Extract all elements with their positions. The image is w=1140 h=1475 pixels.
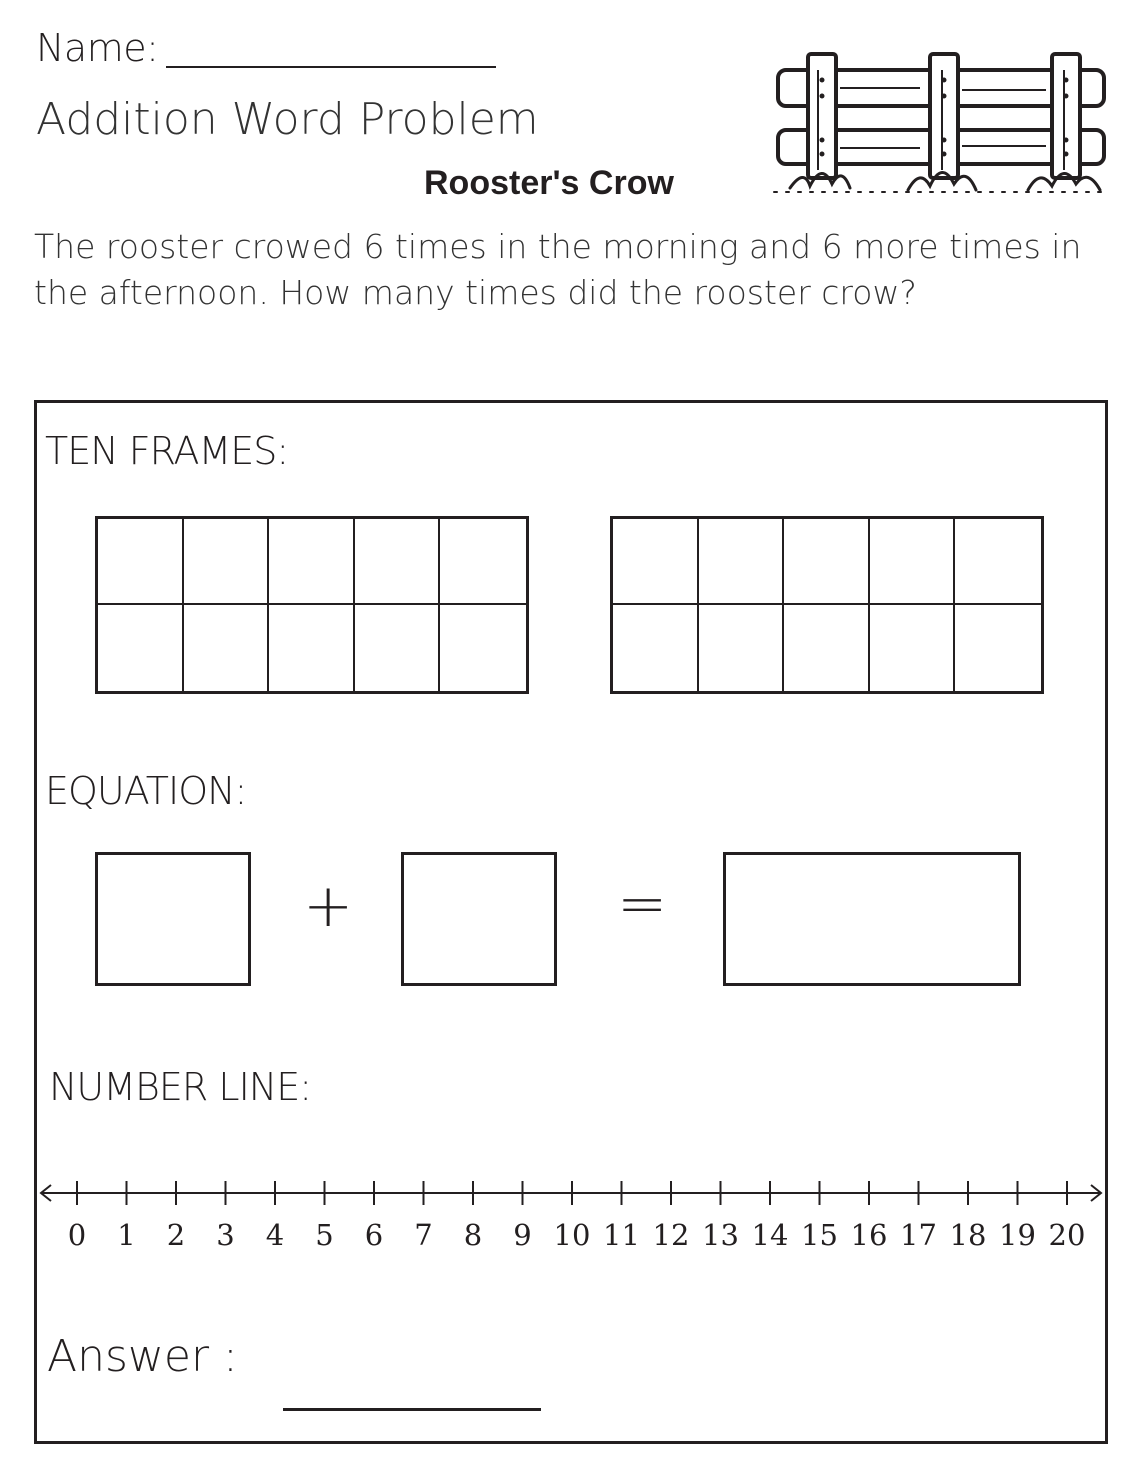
ten-frame-cell[interactable] xyxy=(98,605,184,691)
plus-sign: + xyxy=(303,871,354,941)
number-line-tick-label: 17 xyxy=(900,1218,937,1252)
sum-box[interactable] xyxy=(723,852,1021,986)
ten-frame-cell[interactable] xyxy=(699,605,785,691)
ten-frame-cell[interactable] xyxy=(784,519,870,605)
ten-frame-cell[interactable] xyxy=(355,519,441,605)
number-line-tick-label: 0 xyxy=(67,1218,87,1252)
number-line-tick-label: 18 xyxy=(949,1218,987,1252)
ten-frame-cell[interactable] xyxy=(98,519,184,605)
number-line-tick-label: 15 xyxy=(801,1218,838,1252)
ten-frame-cell[interactable] xyxy=(184,519,270,605)
number-line-tick-label: 14 xyxy=(751,1218,789,1252)
number-line-tick-label: 8 xyxy=(463,1218,483,1252)
problem-title: Rooster's Crow xyxy=(424,164,674,202)
addend-2-box[interactable] xyxy=(401,852,557,986)
ten-frames-label: TEN FRAMES: xyxy=(45,429,289,473)
number-line-tick-label: 12 xyxy=(652,1218,690,1252)
ten-frame-cell[interactable] xyxy=(184,605,270,691)
answer-label: Answer : xyxy=(47,1331,238,1382)
name-label: Name: xyxy=(36,26,159,70)
number-line-tick-label: 5 xyxy=(315,1218,334,1252)
ten-frame-cell[interactable] xyxy=(269,519,355,605)
number-line-tick-label: 13 xyxy=(702,1218,739,1252)
number-line[interactable] xyxy=(37,1173,1105,1273)
ten-frame-cell[interactable] xyxy=(784,605,870,691)
answer-input-line[interactable] xyxy=(283,1408,541,1411)
number-line-tick-label: 4 xyxy=(265,1218,285,1252)
number-line-tick-label: 10 xyxy=(553,1218,591,1252)
ten-frame-cell[interactable] xyxy=(870,519,956,605)
number-line-label: NUMBER LINE: xyxy=(49,1065,312,1109)
number-line-tick-label: 6 xyxy=(364,1218,384,1252)
number-line-tick-label: 1 xyxy=(117,1218,136,1252)
ten-frame-cell[interactable] xyxy=(870,605,956,691)
addend-1-box[interactable] xyxy=(95,852,251,986)
number-line-tick-label: 2 xyxy=(166,1218,186,1252)
problem-text: The rooster crowed 6 times in the morning and 6 more times in the afternoon. How many times did the rooster crow? xyxy=(34,227,1082,312)
ten-frame-cell[interactable] xyxy=(955,605,1041,691)
ten-frame-cell[interactable] xyxy=(613,605,699,691)
equals-sign: = xyxy=(617,869,668,939)
number-line-tick-label: 19 xyxy=(999,1218,1036,1252)
fence-illustration-icon xyxy=(770,50,1110,202)
name-input-line[interactable] xyxy=(166,66,496,68)
ten-frame-1 xyxy=(95,516,529,694)
worksheet-subtitle: Addition Word Problem xyxy=(36,94,539,145)
number-line-tick-label: 3 xyxy=(216,1218,235,1252)
ten-frame-2 xyxy=(610,516,1044,694)
ten-frame-cell[interactable] xyxy=(613,519,699,605)
number-line-tick-label: 11 xyxy=(603,1218,640,1252)
number-line-tick-label: 9 xyxy=(513,1218,532,1252)
ten-frame-cell[interactable] xyxy=(440,605,526,691)
equation-label: EQUATION: xyxy=(45,769,247,813)
number-line-tick-label: 16 xyxy=(850,1218,888,1252)
ten-frame-cell[interactable] xyxy=(355,605,441,691)
ten-frame-cell[interactable] xyxy=(699,519,785,605)
ten-frame-cell[interactable] xyxy=(269,605,355,691)
ten-frame-cell[interactable] xyxy=(440,519,526,605)
ten-frame-cell[interactable] xyxy=(955,519,1041,605)
number-line-tick-label: 7 xyxy=(414,1218,433,1252)
work-area xyxy=(34,400,1108,1444)
number-line-tick-label: 20 xyxy=(1048,1218,1086,1252)
